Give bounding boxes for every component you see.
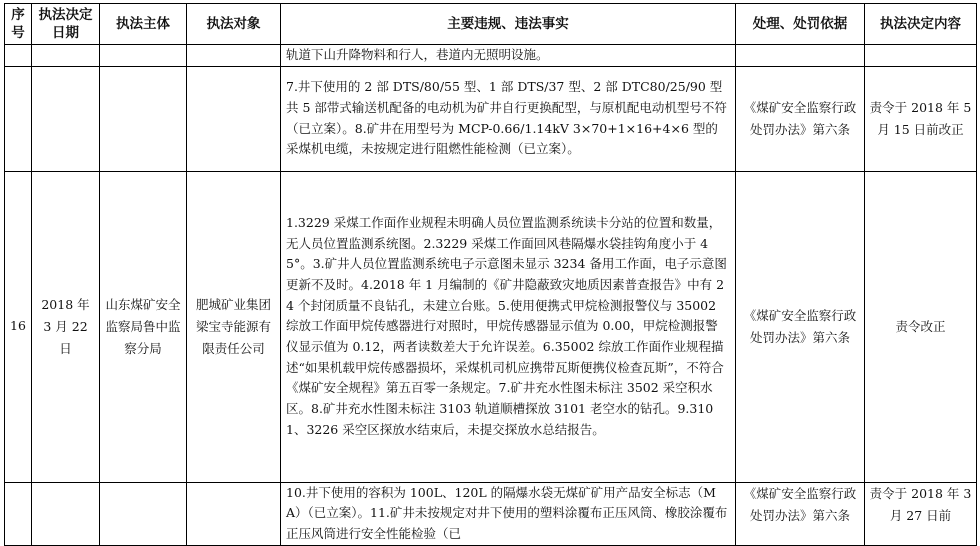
header-basis: 处理、处罚依据 bbox=[736, 4, 865, 45]
cell-facts: 轨道下山升降物料和行人，巷道内无照明设施。 bbox=[281, 45, 736, 67]
cell-basis: 《煤矿安全监察行政处罚办法》第六条 bbox=[736, 171, 865, 482]
header-content: 执法决定内容 bbox=[865, 4, 977, 45]
cell-basis: 《煤矿安全监察行政处罚办法》第六条 bbox=[736, 482, 865, 545]
cell-basis bbox=[736, 45, 865, 67]
cell-date bbox=[32, 482, 100, 545]
table-row bbox=[5, 66, 977, 171]
cell-object bbox=[187, 66, 281, 171]
table-row bbox=[5, 482, 977, 545]
header-row bbox=[5, 4, 977, 45]
table-row bbox=[5, 45, 977, 67]
header-object: 执法对象 bbox=[187, 4, 281, 45]
cell-no: 16 bbox=[5, 171, 32, 482]
table-row bbox=[5, 171, 977, 482]
cell-no bbox=[5, 66, 32, 171]
cell-no bbox=[5, 45, 32, 67]
cell-object bbox=[187, 482, 281, 545]
cell-content: 责令于 2018 年 5 月 15 日前改正 bbox=[865, 66, 977, 171]
cell-subject bbox=[100, 482, 187, 545]
cell-object bbox=[187, 45, 281, 67]
header-date: 执法决定日期 bbox=[32, 4, 100, 45]
cell-date bbox=[32, 45, 100, 67]
cell-date: 2018 年 3 月 22 日 bbox=[32, 171, 100, 482]
cell-content: 责令于 2018 年 3 月 27 日前 bbox=[865, 482, 977, 545]
cell-facts: 10.井下使用的容积为 100L、120L 的隔爆水袋无煤矿矿用产品安全标志（MA）（已立案）。11.矿井未按规定对井下使用的塑料涂覆布正压风筒、橡胶涂覆布正压风筒进行安全性能检验（已 bbox=[281, 482, 736, 545]
enforcement-table bbox=[4, 3, 977, 546]
header-no: 序号 bbox=[5, 4, 32, 45]
cell-content: 责令改正 bbox=[865, 171, 977, 482]
cell-facts: 7.井下使用的 2 部 DTS/80/55 型、1 部 DTS/37 型、2 部 DTC80/25/90 型共 5 部带式输送机配备的电动机为矿井自行更换配型，与原机配电动机型号不符（已立案）。8.矿井在用型号为 MCP-0.66/1.14kV 3×70+1×16+4×6 型的采煤机电缆，未按规定进行阻燃性能检测（已立案）。 bbox=[281, 66, 736, 171]
cell-object: 肥城矿业集团梁宝寺能源有限责任公司 bbox=[187, 171, 281, 482]
header-subject: 执法主体 bbox=[100, 4, 187, 45]
cell-subject bbox=[100, 66, 187, 171]
cell-facts: 1.3229 采煤工作面作业规程未明确人员位置监测系统读卡分站的位置和数量，无人员位置监测系统图。2.3229 采煤工作面回风巷隔爆水袋挂钩角度小于 45°。3.矿井人员位置监测系统电子示意图未显示 3234 备用工作面，电子示意图更新不及时。4.2018 年 1 月编制的《矿井隐蔽致灾地质因素普查报告》中有 24 个封闭质量不良钻孔，未建立台账。5.使用便携式甲烷检测报警仪与 35002 综放工作面甲烷传感器进行对照时，甲烷传感器显示值为 0.00，甲烷检测报警仪显示值为 0.12，两者读数差大于允许误差。6.35002 综放工作面作业规程描述“如果机载甲烷传感器损坏，采煤机司机应携带瓦斯便携仪检查瓦斯”，不符合《煤矿安全规程》第五百零一条规定。7.矿井充水性图未标注 3502 采空积水区。8.矿井充水性图未标注 3103 轨道顺槽探放 3101 老空水的钻孔。9.3101、3226 采空区探放水结束后，未提交探放水总结报告。 bbox=[281, 171, 736, 482]
cell-content bbox=[865, 45, 977, 67]
cell-date bbox=[32, 66, 100, 171]
cell-basis: 《煤矿安全监察行政处罚办法》第六条 bbox=[736, 66, 865, 171]
cell-no bbox=[5, 482, 32, 545]
cell-subject: 山东煤矿安全监察局鲁中监察分局 bbox=[100, 171, 187, 482]
header-facts: 主要违规、违法事实 bbox=[281, 4, 736, 45]
cell-subject bbox=[100, 45, 187, 67]
